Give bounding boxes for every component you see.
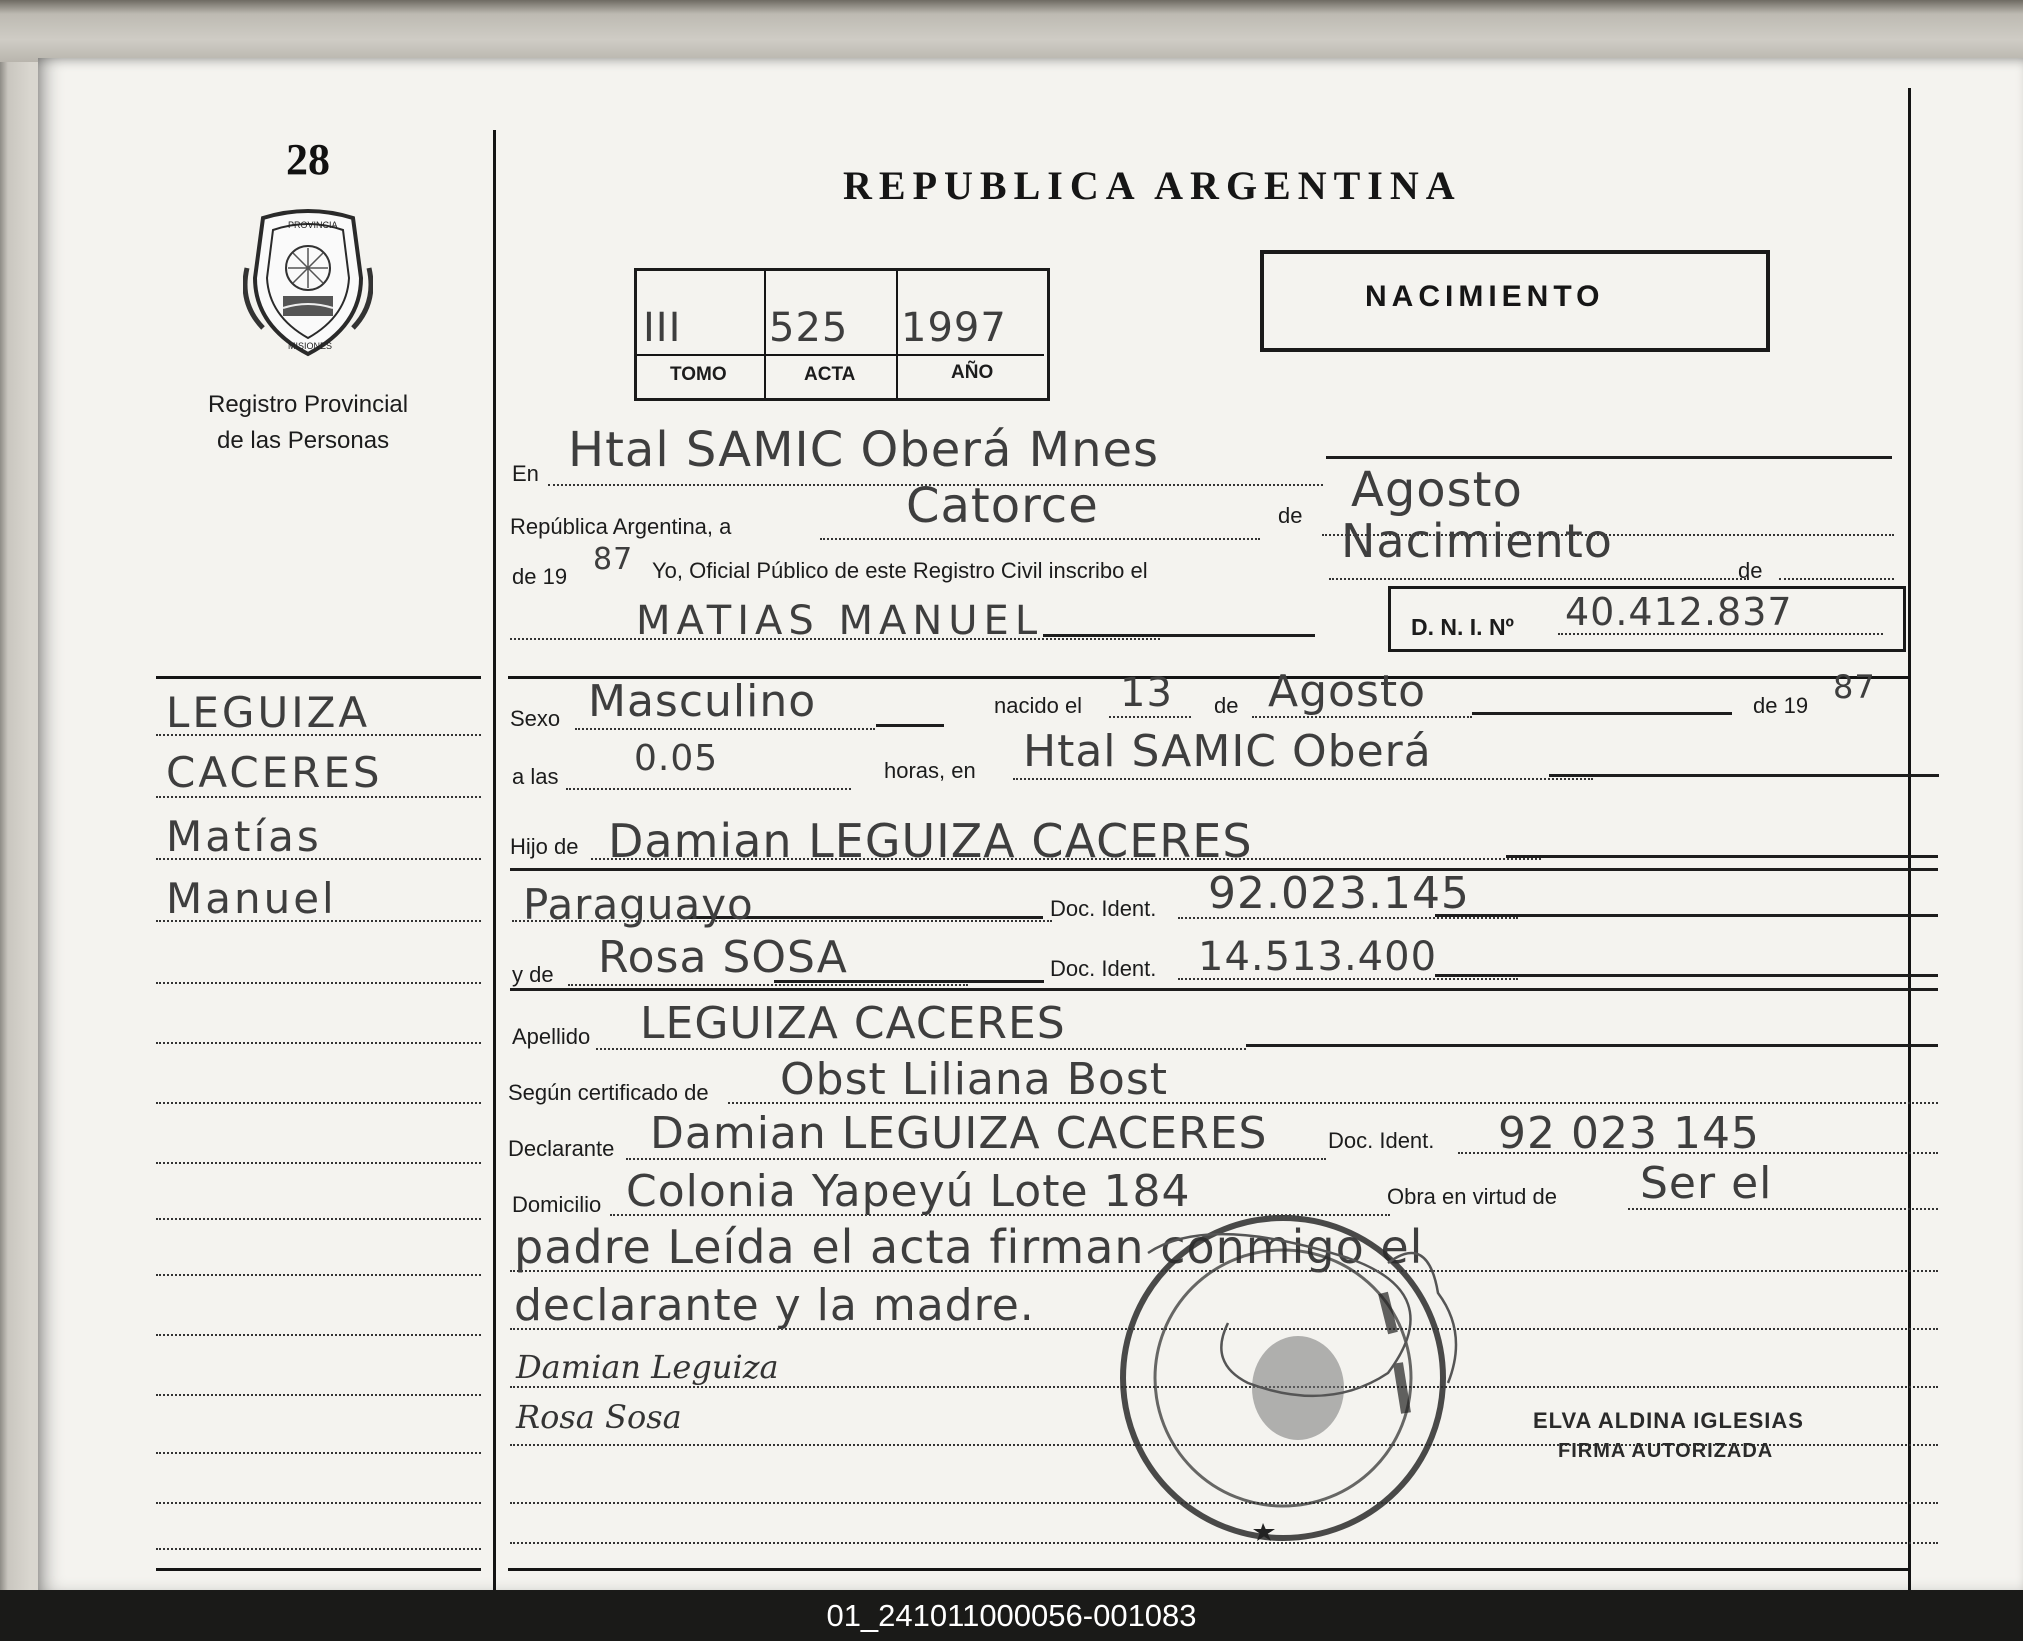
horas-label: horas, en: [884, 758, 976, 783]
registry-divider-2: [896, 271, 898, 398]
registration-statement: Yo, Oficial Público de este Registro Civil inscribo el: [652, 558, 1148, 583]
rule: [156, 1394, 481, 1396]
birth-year-suffix: 87: [1833, 668, 1876, 706]
agency-name-line2: de las Personas: [217, 427, 390, 454]
page-number: 28: [286, 135, 330, 184]
yde-label: y de: [512, 962, 554, 987]
rule: [876, 724, 944, 727]
rule: [820, 538, 1260, 540]
en-label: En: [512, 461, 539, 486]
rule: [1109, 716, 1191, 718]
certifier: Obst Liliana Bost: [780, 1054, 1168, 1105]
place: Htal SAMIC Oberá Mnes: [568, 422, 1160, 478]
child-name: MATIAS MANUEL: [636, 598, 1044, 644]
rule: [156, 1042, 481, 1044]
mother-doc-label: Doc. Ident.: [1050, 956, 1157, 981]
seal-text-bottom: MISIONES: [288, 341, 333, 351]
obra-value: Ser el: [1640, 1158, 1773, 1209]
address: Colonia Yapeyú Lote 184: [626, 1166, 1191, 1217]
year-suffix: 87: [593, 542, 634, 577]
rule: [568, 984, 968, 986]
rule: [1329, 578, 1749, 580]
anio-label: AÑO: [951, 362, 994, 383]
mother-signature: Rosa Sosa: [516, 1398, 682, 1436]
rule: [510, 988, 1938, 991]
sexo-label: Sexo: [510, 706, 561, 731]
father-nationality: Paraguayo: [523, 880, 754, 929]
hijo-label: Hijo de: [510, 834, 579, 859]
father-signature: Damian Leguiza: [516, 1348, 779, 1386]
official-stamp: [1088, 1173, 1528, 1583]
registration-month: Agosto: [1351, 462, 1523, 518]
registry-divider-1: [764, 271, 766, 398]
rule: [156, 1502, 481, 1504]
rule: [156, 1334, 481, 1336]
rule: [156, 1102, 481, 1104]
declarant-name: Damian LEGUIZA CACERES: [650, 1108, 1268, 1159]
year-prefix: de 19: [512, 564, 568, 589]
obra-label: Obra en virtud de: [1387, 1184, 1557, 1209]
rule: [1549, 774, 1939, 777]
de-label: de: [1278, 503, 1303, 528]
seal-text-top: PROVINCIA: [288, 220, 338, 230]
margin-given-name-2: Manuel: [166, 874, 337, 923]
margin-surname-1: LEGUIZA: [166, 688, 371, 737]
republica-label: República Argentina, a: [510, 514, 732, 539]
alas-label: a las: [512, 764, 559, 789]
rule: [1472, 712, 1732, 715]
rule: [1043, 634, 1315, 637]
remarks-line-2: declarante y la madre.: [514, 1280, 1035, 1331]
registry-value-rule: [637, 354, 1044, 356]
rule: [1013, 778, 1593, 780]
rule: [1246, 1044, 1938, 1047]
margin-surname-2: CACERES: [166, 748, 383, 797]
register-page: [38, 58, 2023, 1590]
rule: [156, 1452, 481, 1454]
de-label-2: de: [1738, 558, 1763, 583]
act-type: NACIMIENTO: [1365, 280, 1605, 313]
rule: [156, 982, 481, 984]
rule: [1506, 855, 1938, 858]
sexo-value: Masculino: [588, 676, 817, 727]
de19-label: de 19: [1753, 693, 1809, 718]
de-label-3: de: [1214, 693, 1239, 718]
rule: [1435, 914, 1938, 917]
nacido-label: nacido el: [994, 693, 1083, 718]
document-title: REPUBLICA ARGENTINA: [843, 163, 1462, 208]
mother-name: Rosa SOSA: [598, 932, 848, 983]
birth-day: 13: [1120, 670, 1173, 716]
birth-month: Agosto: [1268, 666, 1427, 717]
left-bottom-rule: [156, 1568, 481, 1571]
right-border: [1908, 88, 1911, 1638]
binder-top-edge: [0, 0, 2023, 62]
tomo-label: TOMO: [670, 364, 727, 385]
father-doc: 92.023.145: [1208, 868, 1470, 919]
birth-time: 0.05: [634, 738, 719, 779]
rule: [156, 1162, 481, 1164]
father-doc-label: Doc. Ident.: [1050, 896, 1157, 921]
official-name: ELVA ALDINA IGLESIAS: [1533, 1408, 1804, 1433]
rule: [1779, 578, 1894, 580]
rule: [1435, 974, 1938, 977]
father-name: Damian LEGUIZA CACERES: [608, 814, 1253, 868]
mother-doc: 14.513.400: [1198, 934, 1438, 980]
column-divider: [493, 130, 496, 1638]
acta-value: 525: [769, 305, 849, 351]
domicilio-label: Domicilio: [512, 1192, 602, 1217]
rule: [566, 788, 851, 790]
surname: LEGUIZA CACERES: [640, 998, 1066, 1049]
rule: [156, 1218, 481, 1220]
apellido-label: Apellido: [512, 1024, 591, 1049]
margin-given-name-1: Matías: [166, 812, 322, 861]
birth-place: Htal SAMIC Oberá: [1023, 726, 1432, 777]
segun-label: Según certificado de: [508, 1080, 709, 1105]
image-id-footer: 01_241011000056-001083: [0, 1590, 2023, 1641]
declarante-label: Declarante: [508, 1136, 615, 1161]
province-seal-emblem: [243, 208, 373, 363]
agency-name-line1: Registro Provincial: [208, 391, 409, 418]
declarant-doc: 92 023 145: [1498, 1108, 1760, 1159]
rule: [1326, 456, 1892, 459]
registration-day: Catorce: [906, 478, 1099, 534]
rule: [575, 728, 875, 730]
inscription-type: Nacimiento: [1341, 514, 1613, 568]
remarks-line-1: padre Leída el acta firman conmigo el: [514, 1220, 1424, 1274]
anio-value: 1997: [901, 305, 1007, 351]
dni-label: D. N. I. Nº: [1411, 614, 1514, 640]
acta-label: ACTA: [804, 364, 856, 385]
dni-value: 40.412.837: [1565, 590, 1793, 634]
left-column-rule: [156, 676, 481, 679]
official-role: FIRMA AUTORIZADA: [1558, 1440, 1774, 1462]
rule: [156, 1274, 481, 1276]
rule: [156, 1548, 481, 1550]
tomo-value: III: [643, 305, 682, 351]
declarant-doc-label: Doc. Ident.: [1328, 1128, 1435, 1153]
